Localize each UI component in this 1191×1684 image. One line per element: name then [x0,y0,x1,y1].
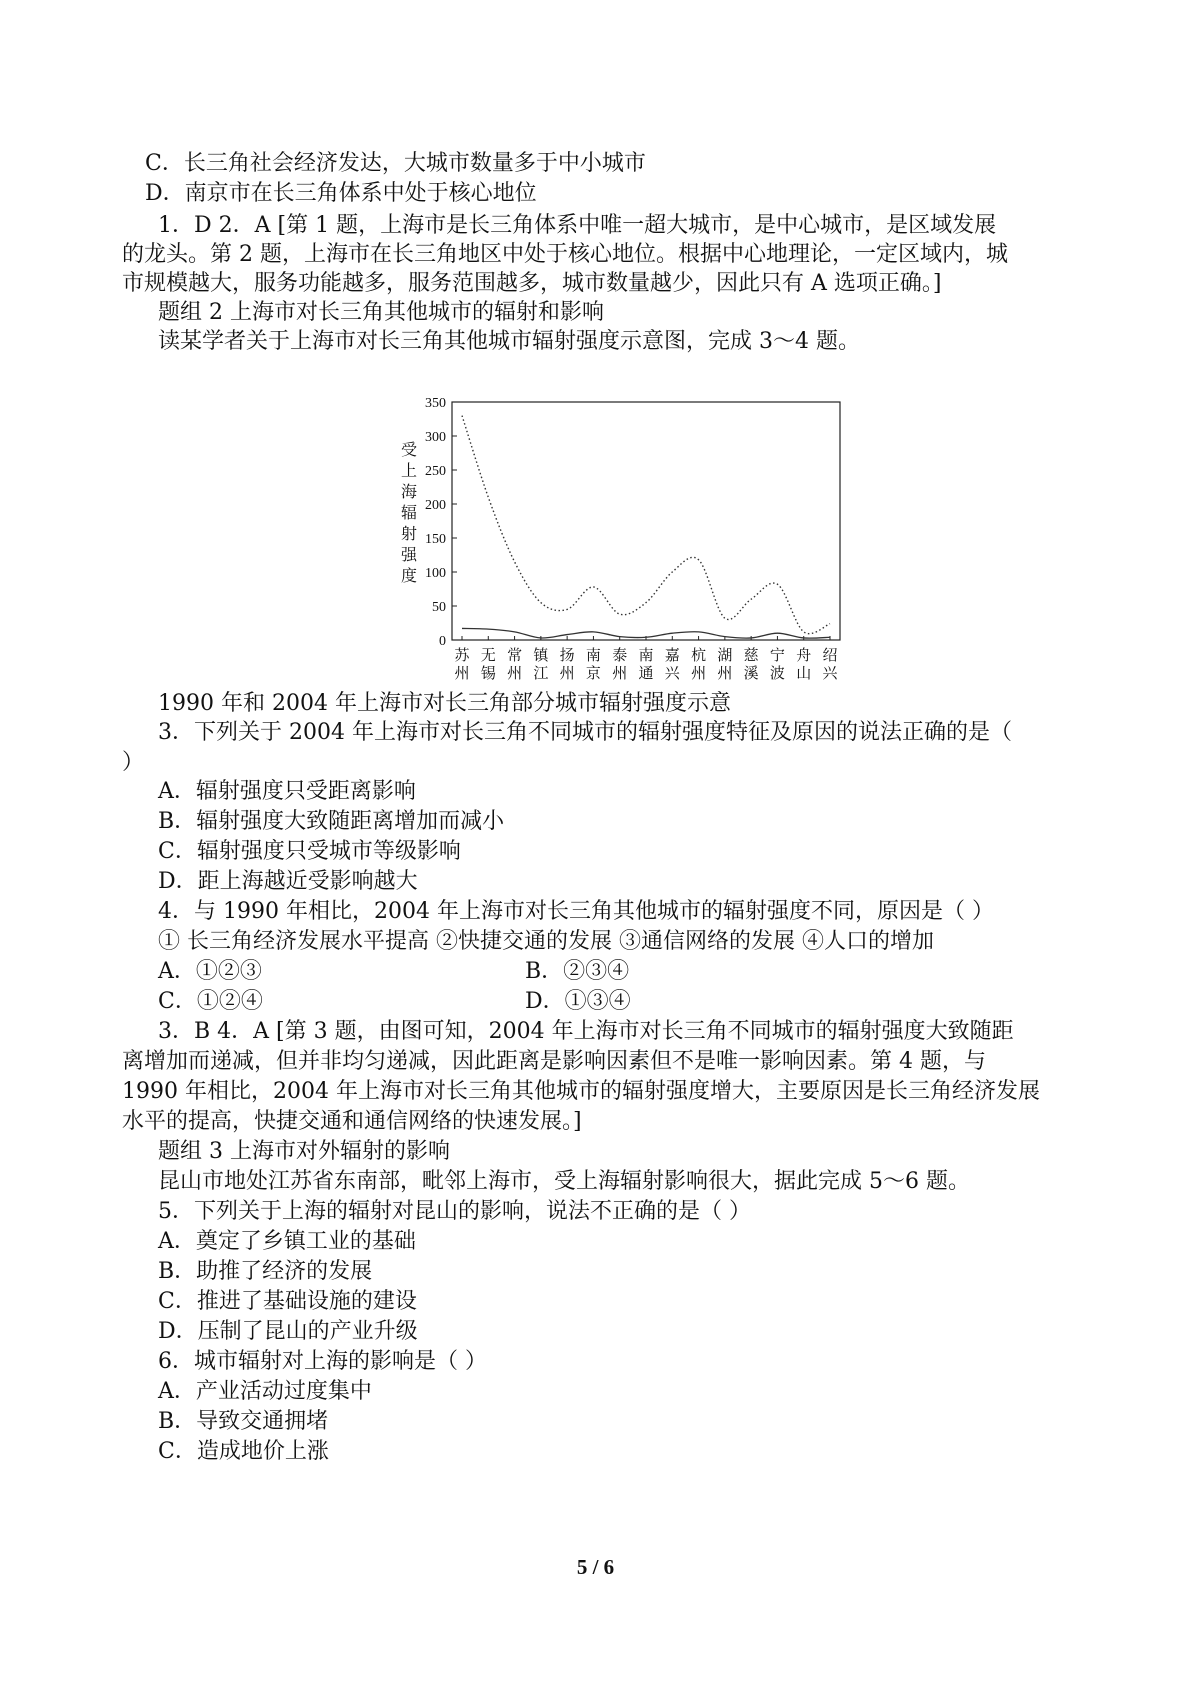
x-tick-label-char: 杭 [691,646,707,664]
y-tick-label: 250 [425,464,446,479]
q5-option-d: D．压制了昆山的产业升级 [158,1319,418,1344]
x-tick-label-char: 湖 [717,646,733,664]
question-6: 6．城市辐射对上海的影响是（ ） [158,1349,487,1374]
question-4-choices: ① 长三角经济发展水平提高 ②快捷交通的发展 ③通信网络的发展 ④人口的增加 [158,929,934,954]
y-axis-label-char: 受 [400,440,418,459]
q3-option-a: A．辐射强度只受距离影响 [158,779,416,804]
q5-option-b: B．助推了经济的发展 [158,1259,373,1284]
x-tick-label-char: 锡 [480,664,496,680]
x-tick-label-char: 泰 [612,646,628,664]
question-5: 5．下列关于上海的辐射对昆山的影响，说法不正确的是（ ） [158,1199,751,1224]
answer-3-4-cont: 离增加而递减，但并非均匀递减，因此距离是影响因素但不是唯一影响因素。第 4 题，与 [122,1049,986,1074]
q4-option-d: D．①③④ [525,989,631,1014]
page-number: 5 / 6 [576,1555,615,1579]
y-axis-label-char: 度 [400,566,418,585]
x-tick-label-char: 常 [507,646,523,664]
x-tick-label-char: 兴 [822,664,838,680]
x-tick-label-char: 州 [717,664,733,680]
q3-option-d: D．距上海越近受影响越大 [158,869,418,894]
group-2-intro: 读某学者关于上海市对长三角其他城市辐射强度示意图，完成 3～4 题。 [158,329,860,354]
x-tick-label-char: 舟 [796,646,812,664]
x-tick-label-char: 州 [559,664,575,680]
answer-3-4-cont2: 1990 年相比，2004 年上海市对长三角其他城市的辐射强度增大，主要原因是长三角经济发展 [122,1079,1040,1104]
chart-caption: 1990 年和 2004 年上海市对长三角部分城市辐射强度示意 [158,691,731,716]
y-axis-label-char: 辐 [400,503,418,522]
question-4: 4．与 1990 年相比，2004 年上海市对长三角其他城市的辐射强度不同，原因是（ ） [158,899,994,924]
x-tick-label-char: 山 [796,664,812,680]
y-axis-label-char: 海 [400,482,418,501]
y-tick-label: 0 [439,634,446,649]
x-tick-label-char: 兴 [664,664,680,680]
q6-option-b: B．导致交通拥堵 [158,1409,329,1434]
q3-option-c: C．辐射强度只受城市等级影响 [158,839,461,864]
x-tick-label-char: 镇 [533,646,549,664]
y-tick-label: 50 [432,600,446,615]
y-tick-label: 300 [425,430,446,445]
q5-option-a: A．奠定了乡镇工业的基础 [158,1229,416,1254]
q4-option-a: A．①②③ [158,959,262,984]
y-axis-label-char: 强 [400,545,418,564]
x-tick-label-char: 京 [585,664,601,680]
q6-option-c: C．造成地价上涨 [158,1439,329,1464]
x-tick-label-char: 江 [533,664,549,680]
y-tick-label: 350 [425,396,446,411]
x-tick-label-char: 南 [585,646,601,664]
x-tick-label-char: 嘉 [664,646,680,664]
question-3-paren: ） [122,750,145,775]
answer-1-2-cont: 的龙头。第 2 题，上海市在长三角地区中处于核心地位。根据中心地理论，一定区域内，城 [122,242,1008,267]
question-3: 3．下列关于 2004 年上海市对长三角不同城市的辐射强度特征及原因的说法正确的是（ [158,720,1012,745]
answer-1-2-cont2: 市规模越大，服务功能越多，服务范围越多，城市数量越少，因此只有 A 选项正确。] [122,271,942,296]
x-tick-label-char: 扬 [559,646,575,664]
y-axis-label-char: 射 [400,524,418,543]
q3-option-b: B．辐射强度大致随距离增加而减小 [158,809,505,834]
y-tick-label: 200 [425,498,446,513]
y-axis-label-char: 上 [400,461,418,480]
plot-frame [452,402,840,640]
x-tick-label-char: 宁 [769,646,785,664]
y-tick-label: 150 [425,532,446,547]
x-tick-label-char: 慈 [743,646,759,664]
q6-option-a: A．产业活动过度集中 [158,1379,372,1404]
answer-3-4: 3．B 4．A [第 3 题，由图可知，2004 年上海市对长三角不同城市的辐射强度大致随距 [158,1019,1014,1044]
answer-1-2: 1．D 2．A [第 1 题，上海市是长三角体系中唯一超大城市，是中心城市，是区域发展 [158,213,997,238]
x-tick-label-char: 州 [691,664,707,680]
x-tick-label-char: 波 [769,664,785,680]
series-line-dotted [462,416,830,634]
radiation-chart-svg [395,390,850,680]
x-tick-label-char: 州 [454,664,470,680]
x-tick-label-char: 通 [638,664,654,680]
group-3-intro: 昆山市地处江苏省东南部，毗邻上海市，受上海辐射影响很大，据此完成 5～6 题。 [158,1169,970,1194]
x-tick-label-char: 无 [480,646,496,664]
x-tick-label-char: 绍 [822,646,838,664]
q4-option-b: B．②③④ [525,959,630,984]
option-d-text: D．南京市在长三角体系中处于核心地位 [145,181,537,206]
option-c-text: C．长三角社会经济发达，大城市数量多于中小城市 [145,151,646,176]
radiation-chart [395,390,850,680]
group-3-heading: 题组 3 上海市对外辐射的影响 [158,1139,450,1164]
x-tick-label-char: 州 [507,664,523,680]
q4-option-c: C．①②④ [158,989,263,1014]
x-tick-label-char: 南 [638,646,654,664]
q5-option-c: C．推进了基础设施的建设 [158,1289,417,1314]
group-2-heading: 题组 2 上海市对长三角其他城市的辐射和影响 [158,300,604,325]
answer-3-4-cont3: 水平的提高，快捷交通和通信网络的快速发展。] [122,1109,582,1134]
y-tick-label: 100 [425,566,446,581]
x-tick-label-char: 州 [612,664,628,680]
x-tick-label-char: 溪 [743,664,759,680]
x-tick-label-char: 苏 [454,646,470,664]
series-line-solid [462,628,830,638]
